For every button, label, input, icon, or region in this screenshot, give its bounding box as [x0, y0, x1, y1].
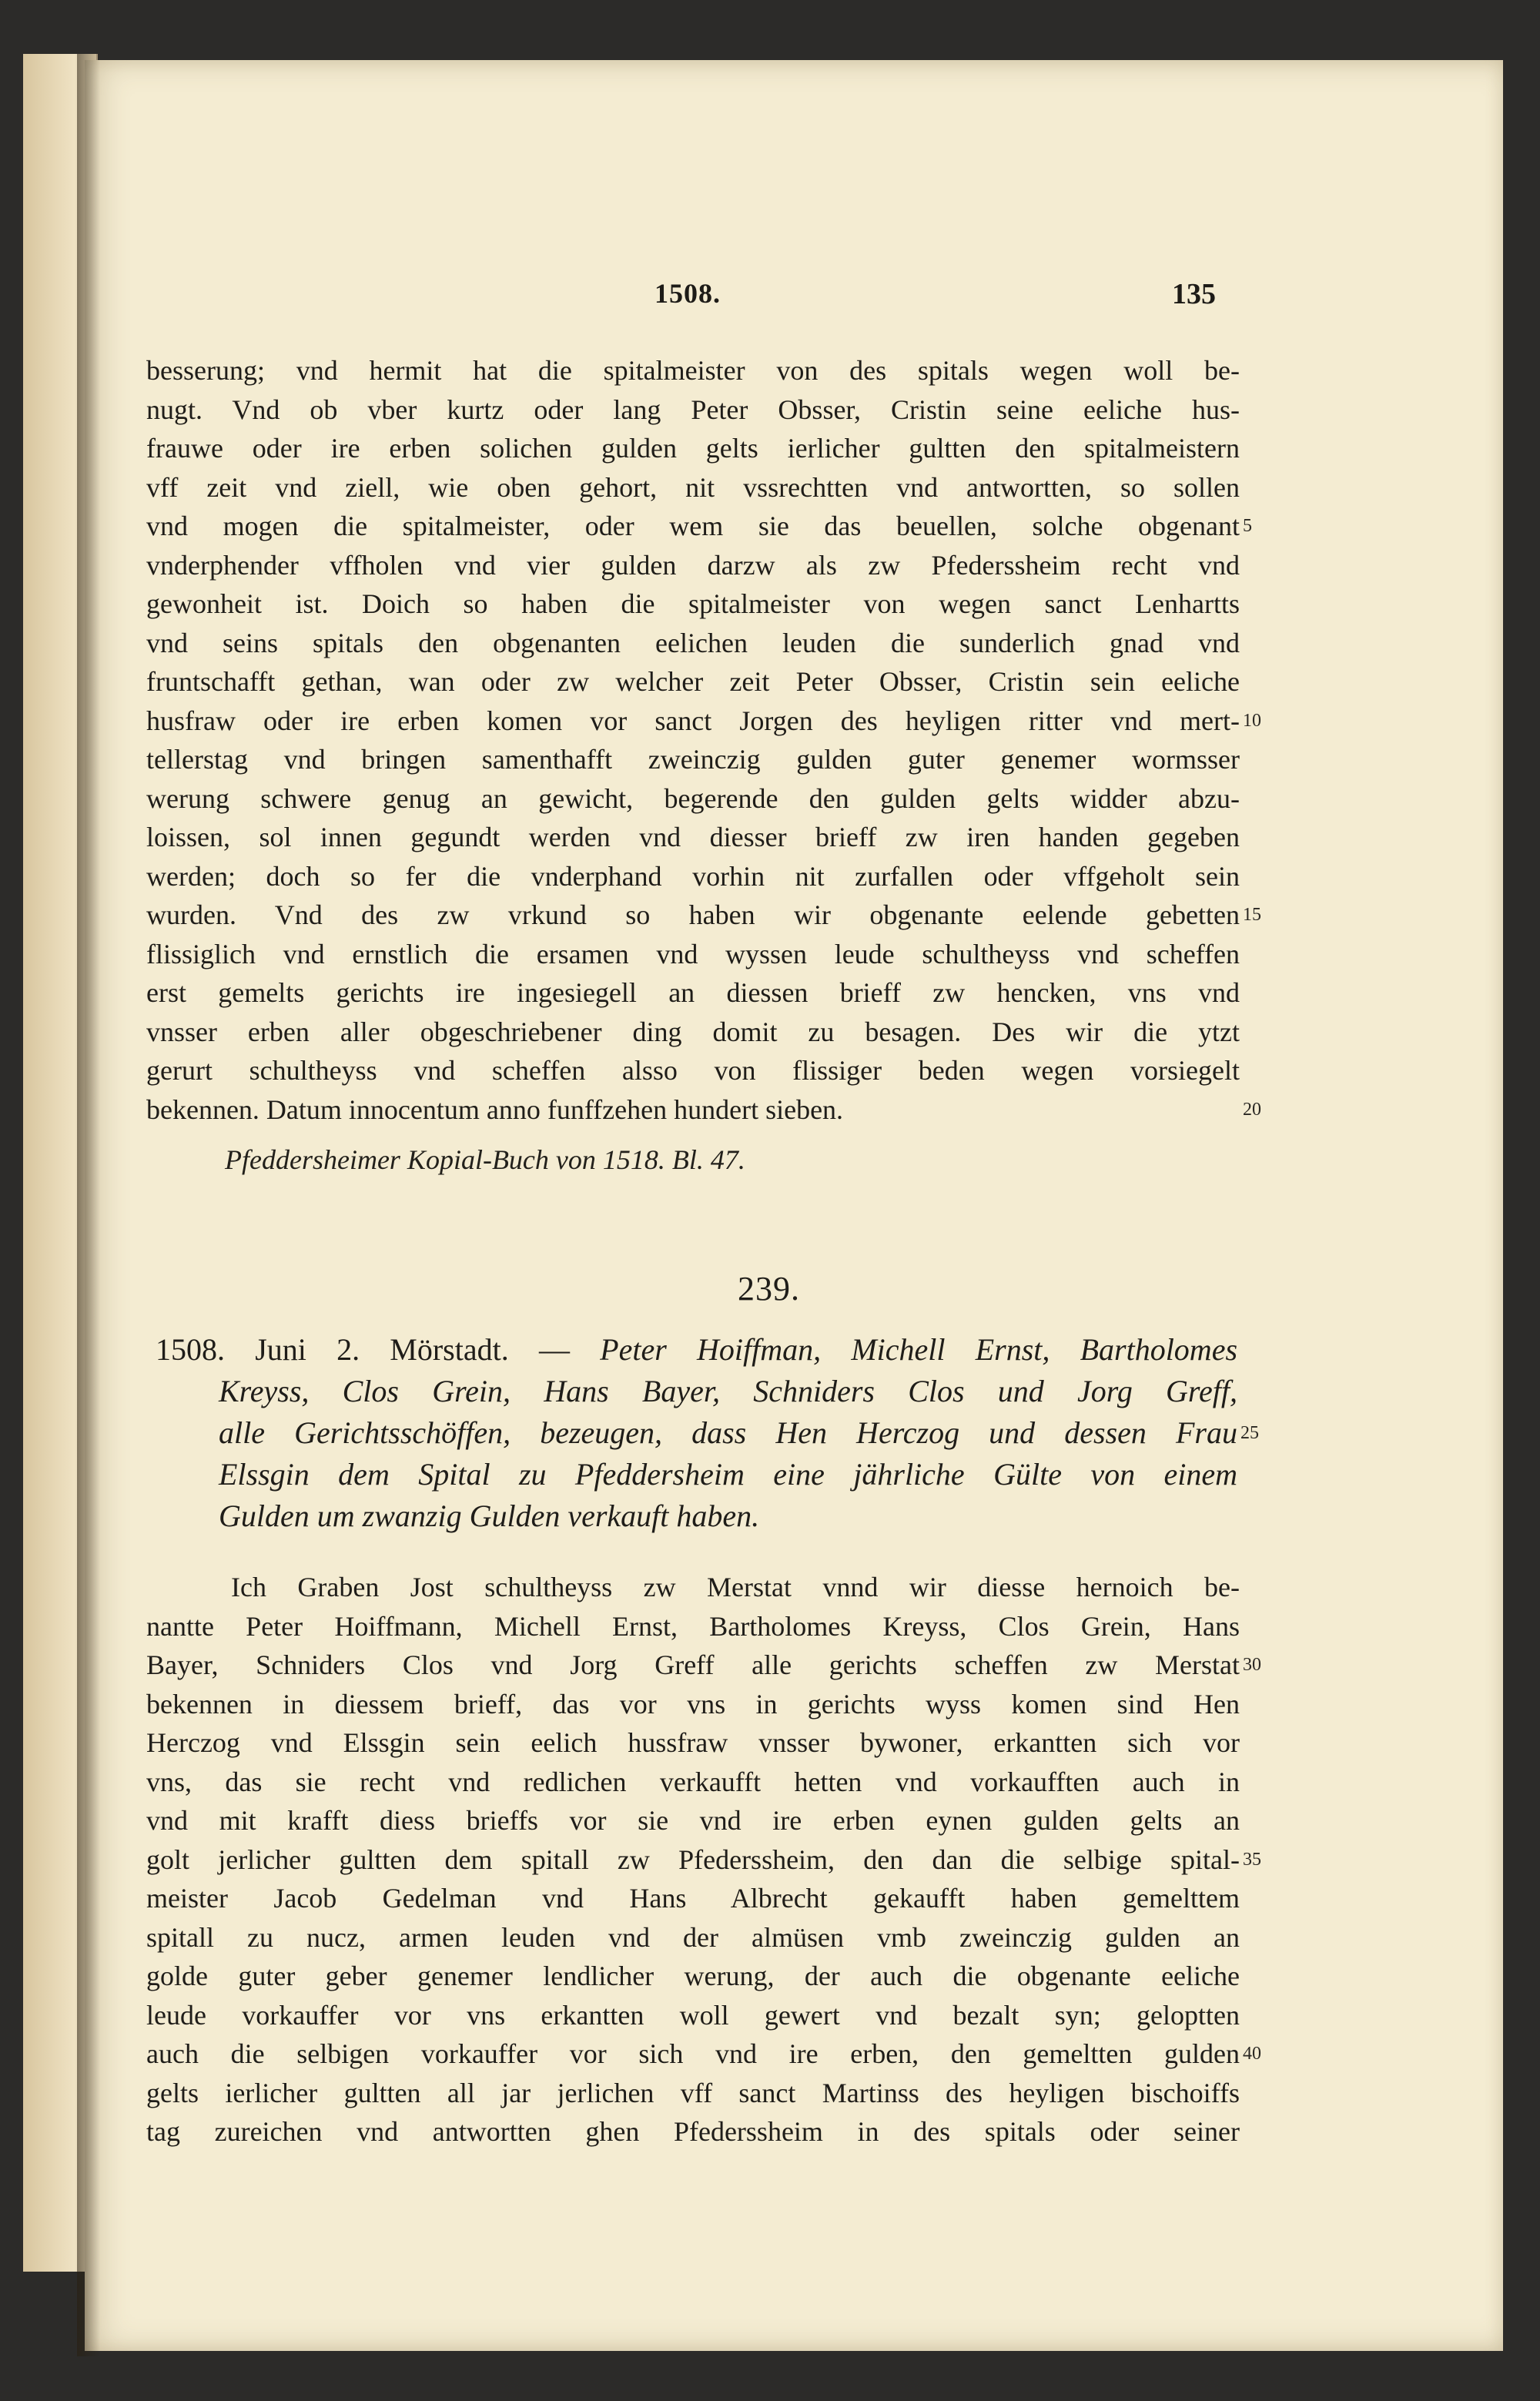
- summary-line-text: Kreyss, Clos Grein, Hans Bayer, Schniders Clos und Jorg Greff,: [219, 1374, 1237, 1408]
- text-line-text: vnd seins spitals den obgenanten eelichen leuden die sunderlich gnad vnd: [146, 627, 1240, 658]
- deed-line-text: bekennen in diessem brieff, das vor vns in gerichts wyss komen sind Hen: [146, 1688, 1240, 1720]
- line-number: 15: [1243, 905, 1261, 925]
- deed-line-text: auch die selbigen vorkauffer vor sich vnd ire erben, den gemeltten gulden: [146, 2038, 1240, 2069]
- deed-line: [146, 1918, 1240, 1957]
- text-line: [146, 1051, 1240, 1090]
- text-line-text: vnd mogen die spitalmeister, oder wem sie das beuellen, solche obgenant: [146, 511, 1240, 541]
- line-number: 40: [1243, 2044, 1261, 2064]
- text-line-text: gerurt schultheyss vnd scheffen alsso von flissiger beden wegen vorsiegelt: [146, 1055, 1240, 1086]
- text-line-text: besserung; vnd hermit hat die spitalmeister von des spitals wegen woll be-: [146, 355, 1240, 386]
- deed-line-text: golt jerlicher gultten dem spitall zw Pfederssheim, den dan die selbige spital-: [146, 1843, 1240, 1875]
- text-line: [146, 896, 1261, 935]
- text-line-text: wurden. Vnd des zw vrkund so haben wir obgenante eelende gebetten: [146, 899, 1240, 930]
- deed-line: [146, 1568, 1240, 1607]
- deed-line: [146, 1840, 1261, 1880]
- text-line: [146, 818, 1240, 857]
- text-line-text: vnsser erben aller obgeschriebener ding domit zu besagen. Des wir die ytzt: [146, 1016, 1240, 1047]
- text-line-text: werden; doch so fer die vnderphand vorhin nit zurfallen oder vffgeholt sein: [146, 860, 1240, 892]
- text-line: [146, 1013, 1240, 1052]
- deed-line-text: nantte Peter Hoiffmann, Michell Ernst, Bartholomes Kreyss, Clos Grein, Hans: [146, 1610, 1240, 1642]
- text-line: [146, 429, 1240, 468]
- line-number: 20: [1243, 1099, 1261, 1120]
- summary-line: [156, 1412, 1259, 1454]
- text-line: [146, 507, 1252, 546]
- text-line: [146, 351, 1240, 390]
- deed-line-text: leude vorkauffer vor vns erkantten woll gewert vnd bezalt syn; geloptten: [146, 1999, 1240, 2031]
- deed-line: [146, 1996, 1240, 2035]
- source-citation: Pfeddersheimer Kopial-Buch von 1518. Bl. 47.: [225, 1144, 745, 1175]
- text-line-text: erst gemelts gerichts ire ingesiegell an diessen brieff zw hencken, vns vnd: [146, 977, 1240, 1008]
- summary-line: [156, 1329, 1237, 1371]
- text-line: [146, 935, 1240, 974]
- deed-line-text: Ich Graben Jost schultheyss zw Merstat vnnd wir diesse hernoich be-: [231, 1572, 1240, 1602]
- running-header: [85, 277, 1503, 316]
- text-line-text: gewonheit ist. Doich so haben die spitalmeister von wegen sanct Lenhartts: [146, 588, 1240, 619]
- summary-line: [156, 1371, 1237, 1412]
- summary-first-line: Peter Hoiffman, Michell Ernst, Bartholomes: [600, 1332, 1238, 1367]
- text-line-text: vnderphender vffholen vnd vier gulden darzw als zw Pfederssheim recht vnd: [146, 549, 1240, 581]
- text-line-text: flissiglich vnd ernstlich die ersamen vnd wyssen leude schultheyss vnd scheffen: [146, 938, 1240, 969]
- text-line-text: nugt. Vnd ob vber kurtz oder lang Peter Obsser, Cristin seine eeliche hus-: [146, 393, 1240, 425]
- continued-deed-text: [146, 351, 1261, 1129]
- text-line: [146, 740, 1240, 779]
- text-line-text: tellerstag vnd bringen samenthafft zweinczig gulden guter genemer wormsser: [146, 744, 1240, 775]
- summary-line-text: alle Gerichtsschöffen, bezeugen, dass Hen Herczog und dessen Frau: [219, 1415, 1237, 1450]
- deed-line-text: Bayer, Schniders Clos vnd Jorg Greff alle gerichts scheffen zw Merstat: [146, 1649, 1240, 1680]
- text-line: [146, 662, 1240, 702]
- summary-date-place: 1508. Juni 2. Mörstadt. —: [156, 1332, 570, 1367]
- book-page: [85, 60, 1503, 2351]
- text-line-text: vff zeit vnd ziell, wie oben gehort, nit vssrechtten vnd antwortten, so sollen: [146, 471, 1240, 503]
- text-line: [146, 468, 1240, 507]
- deed-line-text: vns, das sie recht vnd redlichen verkaufft hetten vnd vorkaufften auch in: [146, 1766, 1240, 1797]
- deed-line: [146, 1723, 1240, 1763]
- deed-line-text: Herczog vnd Elssgin sein eelich hussfraw vnsser bywoner, erkantten sich vor: [146, 1727, 1240, 1758]
- deed-line-text: spitall zu nucz, armen leuden vnd der almüsen vmb zweinczig gulden an: [146, 1921, 1240, 1953]
- line-number: 5: [1243, 516, 1252, 536]
- text-line: [146, 390, 1240, 430]
- text-line-text: werung schwere genug an gewicht, begerende den gulden gelts widder abzu-: [146, 782, 1240, 814]
- text-line-text: husfraw oder ire erben komen vor sanct Jorgen des heyligen ritter vnd mert-: [146, 705, 1240, 736]
- regest-summary: [156, 1329, 1259, 1537]
- summary-line-text: Gulden um zwanzig Gulden verkauft haben.: [219, 1499, 760, 1533]
- text-line: [146, 584, 1240, 624]
- deed-line: [146, 1957, 1240, 1996]
- deed-line: [146, 1685, 1240, 1724]
- deed-line: [146, 2112, 1240, 2152]
- line-number: 30: [1243, 1655, 1261, 1675]
- deed-line-text: gelts ierlicher gultten all jar jerlichen vff sanct Martinss des heyligen bischoiffs: [146, 2077, 1240, 2108]
- page-number: 135: [1172, 278, 1216, 310]
- text-line-text: loissen, sol innen gegundt werden vnd diesser brieff zw iren handen gegeben: [146, 822, 1240, 852]
- line-number: 10: [1243, 710, 1261, 731]
- header-year: 1508.: [654, 278, 721, 309]
- deed-line: [146, 2034, 1261, 2074]
- summary-line: [156, 1495, 1237, 1537]
- line-number: 35: [1243, 1849, 1261, 1870]
- text-line: [146, 546, 1240, 585]
- deed-line-text: golde guter geber genemer lendlicher werung, der auch die obgenante eeliche: [146, 1961, 1240, 1991]
- line-number: 25: [1240, 1423, 1259, 1443]
- text-line-text: fruntschafft gethan, wan oder zw welcher zeit Peter Obsser, Cristin sein eeliche: [146, 666, 1240, 697]
- text-line: [146, 624, 1240, 663]
- text-line-text: frauwe oder ire erben solichen gulden gelts ierlicher gultten den spitalmeistern: [146, 433, 1240, 464]
- deed-line: [146, 1646, 1261, 1685]
- deed-text: [146, 1568, 1261, 2152]
- summary-line: [156, 1454, 1237, 1495]
- deed-line-text: meister Jacob Gedelman vnd Hans Albrecht gekaufft haben gemelttem: [146, 1883, 1240, 1914]
- deed-line-text: tag zureichen vnd antwortten ghen Pfederssheim in des spitals oder seiner: [146, 2116, 1240, 2147]
- deed-line: [146, 1607, 1240, 1646]
- text-line: [146, 779, 1240, 819]
- deed-line: [146, 1801, 1240, 1840]
- spine-shadow: [77, 54, 100, 2356]
- text-line-text: bekennen. Datum innocentum anno funffzehen hundert sieben.: [146, 1093, 844, 1125]
- deed-line: [146, 2074, 1240, 2113]
- text-line: [146, 702, 1261, 741]
- document-number: 239.: [738, 1270, 800, 1308]
- deed-line: [146, 1763, 1240, 1802]
- deed-line: [146, 1879, 1240, 1918]
- text-line: [146, 857, 1240, 896]
- text-line: [146, 973, 1240, 1013]
- text-line: [146, 1090, 1261, 1130]
- deed-line-text: vnd mit krafft diess brieffs vor sie vnd ire erben eynen gulden gelts an: [146, 1805, 1240, 1836]
- summary-line-text: Elssgin dem Spital zu Pfeddersheim eine jährliche Gülte von einem: [219, 1457, 1237, 1492]
